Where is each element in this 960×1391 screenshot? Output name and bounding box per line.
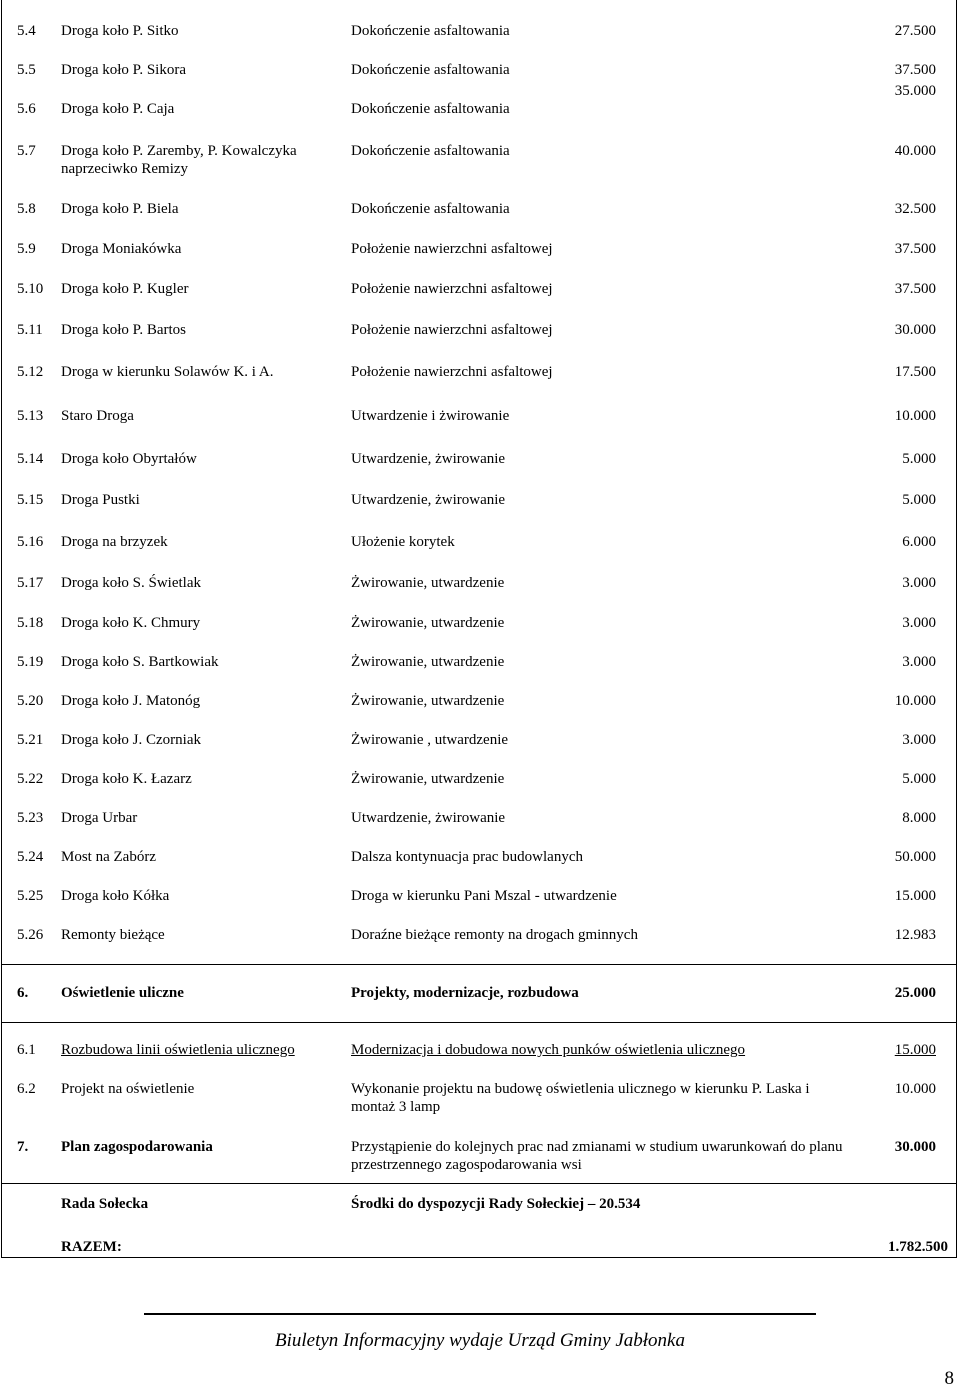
section-7-work: Przystąpienie do kolejnych prac nad zmianami w studium uwarunkowań do planu przestrzennego zagospodarowania wsi [351, 1139, 843, 1173]
table-cell-no: 5.19 [17, 654, 44, 670]
table-cell-name: Droga w kierunku Solawów K. i A. [61, 364, 274, 380]
table-cell-name: Droga koło Kółka [61, 888, 170, 904]
table-cell-work: Położenie nawierzchni asfaltowej [351, 322, 553, 338]
table-cell-amount: 50.000 [894, 849, 936, 865]
table-cell-work: Dokończenie asfaltowania [351, 143, 510, 159]
table-cell-no: 5.15 [17, 492, 44, 508]
table-cell-no: 5.21 [17, 732, 44, 748]
council-funds: Środki do dyspozycji Rady Sołeckiej – 20.534 [351, 1196, 641, 1212]
table-cell-amount: 15.000 [894, 888, 936, 904]
row-6-1-number: 6.1 [17, 1042, 36, 1058]
section-6-work: Projekty, modernizacje, rozbudowa [351, 985, 579, 1001]
table-cell-name: Droga koło P. Kugler [61, 281, 189, 297]
table-cell-amount: 17.500 [894, 364, 936, 380]
table-cell-work: Żwirowanie , utwardzenie [351, 732, 509, 748]
table-cell-no: 5.12 [17, 364, 44, 380]
table-cell-name: Remonty bieżące [61, 927, 165, 943]
table-cell-amount: 35.000 [894, 83, 936, 99]
table-cell-amount: 37.500 [894, 241, 936, 257]
table-cell-work: Utwardzenie, żwirowanie [351, 492, 506, 508]
table-cell-amount: 3.000 [902, 575, 936, 591]
table-cell-name: Droga koło J. Matonóg [61, 693, 201, 709]
table-cell-work: Żwirowanie, utwardzenie [351, 771, 505, 787]
section-7-amount: 30.000 [894, 1139, 936, 1155]
table-cell-work: Utwardzenie, żwirowanie [351, 810, 506, 826]
row-6-2-amount: 10.000 [894, 1081, 936, 1097]
table-cell-no: 5.11 [17, 322, 43, 338]
table-cell-amount: 10.000 [894, 408, 936, 424]
table-cell-name: Droga koło S. Bartkowiak [61, 654, 219, 670]
table-cell-no: 5.24 [17, 849, 44, 865]
table-cell-name: Droga koło P. Bartos [61, 322, 186, 338]
table-cell-name: Droga na brzyzek [61, 534, 168, 550]
total-amount: 1.782.500 [888, 1239, 948, 1255]
table-cell-no: 5.5 [17, 62, 36, 78]
total-label: RAZEM: [61, 1239, 122, 1255]
table-cell-work: Żwirowanie, utwardzenie [351, 575, 505, 591]
table-cell-work: Utwardzenie i żwirowanie [351, 408, 510, 424]
row-6-1-name: Rozbudowa linii oświetlenia ulicznego [61, 1042, 295, 1058]
row-divider [1, 1022, 957, 1023]
table-cell-no: 5.25 [17, 888, 44, 904]
table-cell-name: Droga Moniakówka [61, 241, 182, 257]
footer-text: Biuletyn Informacyjny wydaje Urząd Gminy Jabłonka [275, 1330, 685, 1351]
table-cell-amount: 30.000 [894, 322, 936, 338]
table-cell-work: Utwardzenie, żwirowanie [351, 451, 506, 467]
table-cell-no: 5.6 [17, 101, 36, 117]
row-6-2-number: 6.2 [17, 1081, 36, 1097]
row-6-1-work: Modernizacja i dobudowa nowych punków oświetlenia ulicznego [351, 1042, 746, 1058]
table-cell-amount: 8.000 [902, 810, 936, 826]
table-cell-name: Droga Pustki [61, 492, 140, 508]
table-cell-name: Most na Zabórz [61, 849, 156, 865]
table-cell-amount: 6.000 [902, 534, 936, 550]
table-cell-amount: 12.983 [894, 927, 936, 943]
table-cell-no: 5.22 [17, 771, 44, 787]
table-cell-name: Droga koło J. Czorniak [61, 732, 201, 748]
table-cell-work: Żwirowanie, utwardzenie [351, 615, 505, 631]
table-cell-amount: 3.000 [902, 615, 936, 631]
table-cell-name: Droga Urbar [61, 810, 138, 826]
table-cell-no: 5.13 [17, 408, 44, 424]
table-cell-name: Droga koło P. Sikora [61, 62, 186, 78]
table-cell-no: 5.23 [17, 810, 44, 826]
table-cell-work: Dalsza kontynuacja prac budowlanych [351, 849, 583, 865]
section-6-number: 6. [17, 985, 29, 1001]
table-cell-no: 5.7 [17, 143, 36, 159]
table-cell-work: Żwirowanie, utwardzenie [351, 654, 505, 670]
table-cell-name: Droga koło S. Świetlak [61, 575, 201, 591]
table-cell-work: Dokończenie asfaltowania [351, 101, 510, 117]
table-cell-amount: 37.500 [894, 62, 936, 78]
table-cell-no: 5.18 [17, 615, 44, 631]
section-7-number: 7. [17, 1139, 29, 1155]
table-cell-amount: 5.000 [902, 451, 936, 467]
row-6-2-name: Projekt na oświetlenie [61, 1081, 195, 1097]
table-cell-work: Położenie nawierzchni asfaltowej [351, 241, 553, 257]
table-cell-work: Położenie nawierzchni asfaltowej [351, 364, 553, 380]
table-cell-name: Droga koło K. Łazarz [61, 771, 192, 787]
table-cell-no: 5.26 [17, 927, 44, 943]
table-cell-amount: 5.000 [902, 492, 936, 508]
table-cell-no: 5.9 [17, 241, 36, 257]
table-cell-amount: 5.000 [902, 771, 936, 787]
table-cell-no: 5.14 [17, 451, 44, 467]
table-cell-work: Żwirowanie, utwardzenie [351, 693, 505, 709]
table-cell-name: Droga koło P. Caja [61, 101, 175, 117]
table-cell-name: Droga koło K. Chmury [61, 615, 201, 631]
page-number: 8 [944, 1368, 954, 1389]
table-cell-name: Staro Droga [61, 408, 134, 424]
row-6-2-work: Wykonanie projektu na budowę oświetlenia ulicznego w kierunku P. Laska i montaż 3 lamp [351, 1081, 810, 1115]
council-label: Rada Sołecka [61, 1196, 149, 1212]
row-divider [1, 964, 957, 965]
table-cell-name: Droga koło P. Zaremby, P. Kowalczyka naprzeciwko Remizy [61, 143, 297, 177]
table-cell-work: Doraźne bieżące remonty na drogach gminnych [351, 927, 638, 943]
footer-rule [144, 1313, 816, 1315]
table-cell-no: 5.10 [17, 281, 44, 297]
table-cell-amount: 40.000 [894, 143, 936, 159]
table-cell-amount: 32.500 [894, 201, 936, 217]
table-cell-no: 5.4 [17, 23, 36, 39]
table-cell-amount: 10.000 [894, 693, 936, 709]
table-cell-no: 5.8 [17, 201, 36, 217]
row-6-1-amount: 15.000 [894, 1042, 936, 1058]
section-6-amount: 25.000 [894, 985, 936, 1001]
table-cell-work: Dokończenie asfaltowania [351, 201, 510, 217]
table-cell-work: Droga w kierunku Pani Mszal - utwardzenie [351, 888, 617, 904]
table-cell-no: 5.16 [17, 534, 44, 550]
table-cell-no: 5.20 [17, 693, 44, 709]
table-cell-name: Droga koło Obyrtałów [61, 451, 197, 467]
table-cell-no: 5.17 [17, 575, 44, 591]
section-7-name: Plan zagospodarowania [61, 1139, 213, 1155]
table-cell-name: Droga koło P. Biela [61, 201, 179, 217]
row-divider [1, 1183, 957, 1184]
table-cell-name: Droga koło P. Sitko [61, 23, 179, 39]
section-6-name: Oświetlenie uliczne [61, 985, 184, 1001]
table-cell-amount: 27.500 [894, 23, 936, 39]
table-cell-work: Ułożenie korytek [351, 534, 455, 550]
table-cell-amount: 3.000 [902, 732, 936, 748]
table-cell-amount: 3.000 [902, 654, 936, 670]
table-cell-amount: 37.500 [894, 281, 936, 297]
table-cell-work: Położenie nawierzchni asfaltowej [351, 281, 553, 297]
table-cell-work: Dokończenie asfaltowania [351, 23, 510, 39]
table-cell-work: Dokończenie asfaltowania [351, 62, 510, 78]
